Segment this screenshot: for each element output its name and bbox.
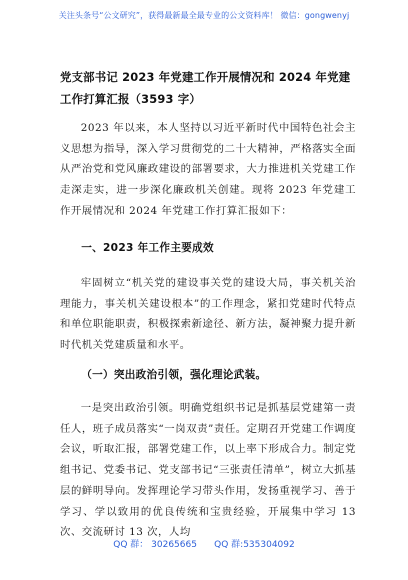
intro-paragraph: 2023 年以来，本人坚持以习近平新时代中国特色社会主义思想为指导，深入学习贯彻党的二十大精神，严格落实全面从严治党和党风廉政建设的部署要求，大力推进机关党建工作走深走实，进一步深化廉政机关创建。现将 2023 年党建工作开展情况和 2024 年党建工作打算汇报如下： [60, 122, 356, 217]
section-heading-1: 一、2023 年工作主要成效 [81, 242, 214, 254]
subsection1-paragraph: 一是突出政治引领。明确党组织书记是抓基层党建第一责任人，班子成员落实“一岗双责”责任。定期召开党建工作调度会议，听取汇报，部署党建工作，以上率下形成合力。制定党组书记、党委书记、党支部书记“三张责任清单”，树立大抓基层的鲜明导向。发挥理论学习带头作用，发扬重视学习、善于学习、学以致用的优良传统和宝贵经验，开展集中学习 13 次、交流研讨 13 次，人均 [60, 402, 356, 539]
document-title: 党支部书记 2023 年党建工作开展情况和 2024 年党建工作打算汇报（3593 字） [60, 70, 351, 106]
section1-paragraph: 牢固树立“机关党的建设事关党的建设大局，事关机关治理能力，事关机关建设根本”的工作理念，紧扣党建时代特点和单位职能职责，积极探索新途径、新方法，凝神聚力提升新时代机关党建质量和水平。 [60, 277, 356, 352]
promo-banner: 关注头条号“公文研究”，获得最新最全最专业的公文资料库！ 微信：gongwenyj [58, 11, 350, 20]
subsection-heading-1: （一）突出政治引领，强化理论武装。 [81, 369, 267, 381]
footer-qq-groups: QQ 群： 30265665 QQ 群:535304092 [113, 540, 295, 550]
